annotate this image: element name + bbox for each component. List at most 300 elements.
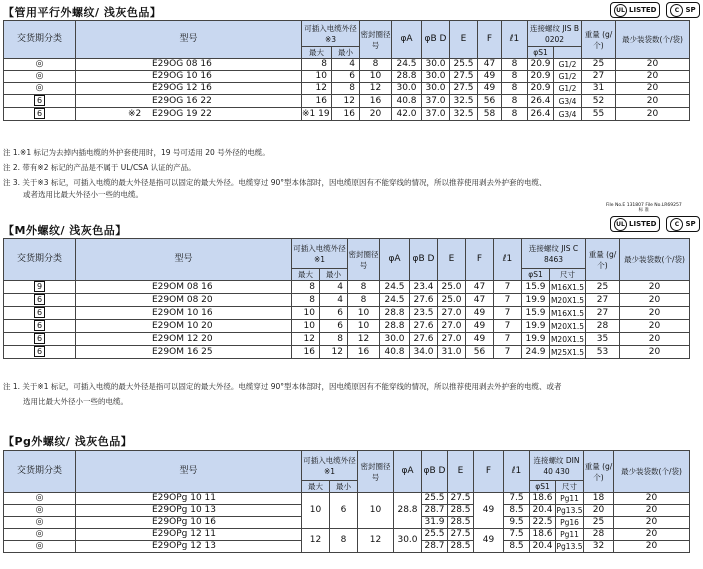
delivery-period-box: 6 <box>34 320 45 331</box>
note-line: 或者选用比最大外径小一些的电缆。 <box>23 190 143 199</box>
model-cell <box>76 493 302 505</box>
l1-cell: 7.5 <box>504 529 530 541</box>
model-cell <box>76 59 302 71</box>
phi-a-cell: 30.0 <box>394 529 422 553</box>
model-number: E29OM 08 16 <box>152 281 213 292</box>
notes-2 <box>3 381 562 408</box>
f-cell: 49 <box>474 493 504 529</box>
delivery-period-box: 6 <box>34 294 45 305</box>
model-cell <box>76 108 302 121</box>
weight-cell: 20 <box>584 505 614 517</box>
phi-a-cell: 30.0 <box>380 333 410 346</box>
delivery-period-cell <box>4 333 76 346</box>
od-min-cell: 6 <box>330 493 358 529</box>
min-qty-cell: 20 <box>620 320 690 333</box>
col-l1: ℓ1 <box>502 21 528 59</box>
min-qty-cell: 20 <box>616 71 690 83</box>
model-cell <box>76 307 292 320</box>
phi-s1-cell: 20.9 <box>528 71 554 83</box>
min-qty-cell: 20 <box>614 529 690 541</box>
seal-cell: 12 <box>348 333 380 346</box>
col-f: F <box>474 451 504 493</box>
seal-cell: 10 <box>348 320 380 333</box>
weight-cell: 31 <box>582 83 616 95</box>
col-size <box>554 47 582 59</box>
cert-logos-2 <box>610 216 700 232</box>
phi-s1-cell: 26.4 <box>528 95 554 108</box>
od-min-cell: 4 <box>320 294 348 307</box>
col-f: F <box>466 239 494 281</box>
phi-s1-cell: 26.4 <box>528 108 554 121</box>
f-cell: 47 <box>466 281 494 294</box>
phi-b-cell: 25.5 <box>422 493 448 505</box>
thread-size-cell: Pg13.5 <box>556 506 583 515</box>
phi-s1-cell: 18.6 <box>530 493 556 505</box>
min-qty-cell: 20 <box>614 517 690 529</box>
table-row <box>4 493 690 505</box>
delivery-period-cell: ◎ <box>4 493 76 505</box>
weight-cell: 25 <box>586 281 620 294</box>
l1-cell: 8 <box>502 95 528 108</box>
delivery-period-box: 6 <box>34 333 45 344</box>
col-size: 尺寸 <box>550 269 586 281</box>
delivery-period-cell: ◎ <box>4 59 76 71</box>
model-cell <box>76 320 292 333</box>
phi-b-cell: 27.6 <box>410 333 438 346</box>
min-qty-cell: 20 <box>620 346 690 359</box>
od-min-cell: 6 <box>332 71 360 83</box>
weight-cell: 53 <box>586 346 620 359</box>
note-line: 选用比最大外径小一些的电缆。 <box>23 397 128 406</box>
col-od-min: 最小 <box>330 481 358 493</box>
delivery-period-box: 6 <box>34 307 45 318</box>
phi-a-cell: 40.8 <box>392 95 422 108</box>
phi-s1-cell: 20.9 <box>528 59 554 71</box>
e-cell: 28.5 <box>448 505 474 517</box>
f-cell: 47 <box>466 294 494 307</box>
model-number: E29OPg 10 11 <box>152 493 216 503</box>
col-min-qty: 最少装袋数(个/袋) <box>616 21 690 59</box>
l1-cell: 8.5 <box>504 505 530 517</box>
phi-s1-cell: 15.9 <box>522 307 550 320</box>
od-min-cell: 8 <box>320 333 348 346</box>
delivery-period-cell: ◎ <box>4 505 76 517</box>
od-max-cell: 16 <box>292 346 320 359</box>
od-min-cell: 12 <box>332 95 360 108</box>
f-cell: 49 <box>466 320 494 333</box>
model-cell <box>76 541 302 553</box>
l1-cell: 7 <box>494 320 522 333</box>
e-cell: 27.5 <box>450 83 478 95</box>
col-e: E <box>448 451 474 493</box>
weight-cell: 28 <box>586 320 620 333</box>
note-line: 注 3. 关于※3 标记，可插入电缆的最大外径是指可以固定的最大外径。电缆穿过 90°型本体部时，因电缆原因有不能穿线的情况，所以推荐使用剥去外护套的电缆、 <box>3 178 547 187</box>
od-min-cell: 4 <box>320 281 348 294</box>
seal-cell: 8 <box>348 281 380 294</box>
delivery-period-cell <box>4 307 76 320</box>
phi-b-cell: 23.4 <box>410 281 438 294</box>
col-period: 交货期分类 <box>4 451 76 493</box>
model-number: E29OG 12 16 <box>152 83 212 93</box>
min-qty-cell: 20 <box>620 294 690 307</box>
col-od-max: 最大 <box>302 47 332 59</box>
model-number: E29OG 16 22 <box>152 95 212 106</box>
col-weight: 重量 (g/个) <box>584 451 614 493</box>
table-row <box>4 83 690 95</box>
table-row <box>4 529 690 541</box>
od-max-cell: ※1 19 <box>302 108 330 119</box>
thread-size-cell: Pg11 <box>556 529 584 541</box>
phi-b-cell: 28.7 <box>422 505 448 517</box>
col-period: 交货期分类 <box>4 239 76 281</box>
phi-a-cell: 42.0 <box>392 108 422 121</box>
weight-cell: 28 <box>584 529 614 541</box>
seal-cell: 10 <box>348 307 380 320</box>
min-qty-cell: 20 <box>620 307 690 320</box>
weight-cell: 32 <box>584 541 614 553</box>
od-min-cell: 6 <box>320 307 348 320</box>
delivery-period-cell <box>4 320 76 333</box>
phi-s1-cell: 19.9 <box>522 333 550 346</box>
delivery-period-cell: ◎ <box>4 517 76 529</box>
phi-b-cell: 27.6 <box>410 294 438 307</box>
phi-s1-cell: 19.9 <box>522 320 550 333</box>
weight-cell: 27 <box>582 71 616 83</box>
phi-b-cell: 34.0 <box>410 346 438 359</box>
col-phi-s1: φS1 <box>522 269 550 281</box>
phi-b-cell: 25.5 <box>422 529 448 541</box>
e-cell: 25.5 <box>450 59 478 71</box>
phi-a-cell: 28.8 <box>394 493 422 529</box>
model-cell <box>76 505 302 517</box>
thread-size-cell: M20X1.5 <box>550 334 585 344</box>
thread-size-cell: M25X1.5 <box>550 347 585 357</box>
notes-1 <box>3 147 547 201</box>
f-cell: 49 <box>466 307 494 320</box>
e-cell: 31.0 <box>438 346 466 359</box>
model-cell <box>76 83 302 95</box>
phi-s1-cell: 20.9 <box>528 83 554 95</box>
delivery-period-cell: ◎ <box>4 541 76 553</box>
file-numbers: File No.E 131807 File No.LR69257 标 准 <box>606 203 682 213</box>
table-row <box>4 320 690 333</box>
phi-a-cell: 24.5 <box>380 294 410 307</box>
phi-s1-cell: 15.9 <box>522 281 550 294</box>
model-number: E29OPg 12 13 <box>152 541 216 551</box>
col-thread: 连接螺纹 DIN 40 430 <box>530 451 584 481</box>
table-row <box>4 281 690 294</box>
phi-b-cell: 30.0 <box>422 83 450 95</box>
col-thread: 连接螺纹 JIS C 8463 <box>522 239 586 269</box>
f-cell: 58 <box>478 108 502 121</box>
min-qty-cell: 20 <box>620 333 690 346</box>
col-cable-od: 可插入电缆外径※1 <box>302 451 358 481</box>
table-row <box>4 59 690 71</box>
model-number: E29OM 16 25 <box>152 346 213 357</box>
csa-logo: C SP <box>666 216 699 232</box>
col-cable-od: 可插入电缆外径※1 <box>292 239 348 269</box>
phi-a-cell: 28.8 <box>392 71 422 83</box>
note-line: 注 2. 带有※2 标记的产品是不属于 UL/CSA 认证的产品。 <box>3 163 196 172</box>
od-min-cell: 12 <box>320 346 348 359</box>
phi-s1-cell: 19.9 <box>522 294 550 307</box>
l1-cell: 8 <box>502 71 528 83</box>
e-cell: 32.5 <box>450 95 478 108</box>
model-cell <box>76 71 302 83</box>
e-cell: 27.5 <box>450 71 478 83</box>
csa-logo: C SP <box>666 2 699 18</box>
seal-cell: 16 <box>360 95 392 108</box>
phi-b-cell: 28.7 <box>422 541 448 553</box>
phi-b-cell: 27.6 <box>410 320 438 333</box>
od-max-cell: 12 <box>302 529 330 553</box>
seal-cell: 8 <box>348 294 380 307</box>
seal-cell: 20 <box>360 108 392 121</box>
seal-cell: 10 <box>358 493 394 529</box>
delivery-period-cell <box>4 346 76 359</box>
od-max-cell: 16 <box>302 95 332 108</box>
phi-b-cell: 30.0 <box>422 71 450 83</box>
col-size: 尺寸 <box>556 481 584 493</box>
col-thread: 连接螺纹 JIS B 0202 <box>528 21 582 47</box>
l1-cell: 7 <box>494 281 522 294</box>
weight-cell: 18 <box>584 493 614 505</box>
weight-cell: 27 <box>586 294 620 307</box>
model-cell <box>76 529 302 541</box>
section-title-1: 【管用平行外螺纹/ 浅灰色品】 <box>3 6 162 19</box>
f-cell: 49 <box>478 71 502 83</box>
section-title-2: 【M外螺纹/ 浅灰色品】 <box>3 224 127 237</box>
model-number: E29OG 10 16 <box>152 71 212 81</box>
l1-cell: 8 <box>502 108 528 121</box>
thread-size-cell: M20X1.5 <box>550 321 585 331</box>
min-qty-cell: 20 <box>616 83 690 95</box>
min-qty-cell: 20 <box>614 541 690 553</box>
table-row <box>4 307 690 320</box>
e-cell: 27.0 <box>438 320 466 333</box>
delivery-period-box: 6 <box>34 95 45 106</box>
l1-cell: 7 <box>494 307 522 320</box>
delivery-period-cell <box>4 108 76 121</box>
phi-a-cell: 40.8 <box>380 346 410 359</box>
model-number: E29OPg 10 16 <box>152 517 216 527</box>
f-cell: 56 <box>466 346 494 359</box>
f-cell: 49 <box>478 83 502 95</box>
weight-cell: 27 <box>586 307 620 320</box>
col-od-max: 最大 <box>292 269 320 281</box>
e-cell: 28.5 <box>448 517 474 529</box>
od-min-cell: 8 <box>332 83 360 95</box>
seal-cell: 8 <box>360 59 392 71</box>
table-row <box>4 71 690 83</box>
thread-size-cell: M16X1.5 <box>550 282 585 292</box>
delivery-period-box: 6 <box>34 108 45 119</box>
phi-a-cell: 24.5 <box>380 281 410 294</box>
col-cable-od: 可插入电缆外径※3 <box>302 21 360 47</box>
seal-cell: 12 <box>358 529 394 553</box>
col-phi-s1: φS1 <box>528 47 554 59</box>
table-row <box>4 108 690 121</box>
e-cell: 25.0 <box>438 281 466 294</box>
col-model: 型号 <box>76 239 292 281</box>
model-number: E29OM 08 20 <box>152 294 213 305</box>
od-min-cell: 8 <box>330 529 358 553</box>
model-footnote-mark: ※2 <box>128 108 142 119</box>
thread-size-cell: M16X1.5 <box>550 308 585 318</box>
col-phi-a: φA <box>392 21 422 59</box>
phi-s1-cell: 24.9 <box>522 346 550 359</box>
col-phi-b: φB D <box>422 21 450 59</box>
model-cell <box>76 281 292 294</box>
l1-cell: 7 <box>494 346 522 359</box>
model-number: E29OG 08 16 <box>152 59 212 69</box>
col-od-min: 最小 <box>332 47 360 59</box>
l1-cell: 8.5 <box>504 541 530 553</box>
weight-cell: 55 <box>582 108 616 121</box>
od-max-cell: 8 <box>292 281 320 294</box>
weight-cell: 35 <box>586 333 620 346</box>
l1-cell: 7 <box>494 333 522 346</box>
col-e: E <box>450 21 478 59</box>
table-row <box>4 333 690 346</box>
col-phi-b: φB D <box>422 451 448 493</box>
f-cell: 49 <box>466 333 494 346</box>
e-cell: 27.5 <box>448 493 474 505</box>
delivery-period-box: 6 <box>34 346 45 357</box>
weight-cell: 52 <box>582 95 616 108</box>
min-qty-cell: 20 <box>614 493 690 505</box>
phi-b-cell: 23.5 <box>410 307 438 320</box>
phi-s1-cell: 18.6 <box>530 529 556 541</box>
seal-cell: 10 <box>360 71 392 83</box>
col-model: 型号 <box>76 21 302 59</box>
table-row <box>4 294 690 307</box>
od-max-cell: 10 <box>302 71 332 83</box>
model-cell <box>76 346 292 359</box>
delivery-period-cell: ◎ <box>4 71 76 83</box>
min-qty-cell: 20 <box>616 95 690 108</box>
f-cell: 56 <box>478 95 502 108</box>
model-cell <box>76 333 292 346</box>
col-model: 型号 <box>76 451 302 493</box>
weight-cell: 25 <box>584 517 614 529</box>
e-cell: 32.5 <box>450 108 478 121</box>
cert-logos-1 <box>610 2 700 18</box>
e-cell: 28.5 <box>448 541 474 553</box>
delivery-period-cell <box>4 281 76 294</box>
table-pg-thread <box>3 450 690 553</box>
delivery-period-box: 9 <box>34 281 45 292</box>
thread-size-cell: M20X1.5 <box>550 295 585 305</box>
col-e: E <box>438 239 466 281</box>
min-qty-cell: 20 <box>616 108 690 121</box>
phi-a-cell: 28.8 <box>380 307 410 320</box>
f-cell: 47 <box>478 59 502 71</box>
col-seal: 密封圈径号 <box>358 451 394 493</box>
od-max-cell: 12 <box>292 333 320 346</box>
note-line: 注 1. 关于※1 标记，可插入电缆的最大外径是指可以固定的最大外径。电缆穿过 90°型本体部时，因电缆原因有不能穿线的情况，所以推荐使用剥去外护套的电缆、或者 <box>3 382 562 391</box>
col-f: F <box>478 21 502 59</box>
phi-b-cell: 30.0 <box>422 59 450 71</box>
phi-b-cell: 31.9 <box>422 517 448 529</box>
delivery-period-cell: ◎ <box>4 529 76 541</box>
min-qty-cell: 20 <box>620 281 690 294</box>
thread-size-cell: Pg11 <box>556 493 584 505</box>
od-max-cell: 10 <box>292 320 320 333</box>
l1-cell: 8 <box>502 83 528 95</box>
od-max-cell: 8 <box>292 294 320 307</box>
od-min-cell: 4 <box>332 59 360 71</box>
thread-size-cell: G3/4 <box>554 95 582 108</box>
table-row <box>4 346 690 359</box>
col-phi-s1: φS1 <box>530 481 556 493</box>
col-od-min: 最小 <box>320 269 348 281</box>
model-number: E29OPg 12 11 <box>152 529 216 539</box>
col-phi-a: φA <box>380 239 410 281</box>
col-weight: 重量 (g/个) <box>582 21 616 59</box>
model-number: E29OM 12 20 <box>152 333 213 344</box>
table-row <box>4 95 690 108</box>
ul-logo: UL LISTED <box>610 216 660 232</box>
phi-a-cell: 24.5 <box>392 59 422 71</box>
min-qty-cell: 20 <box>614 505 690 517</box>
f-cell: 49 <box>474 529 504 553</box>
phi-s1-cell: 20.4 <box>530 505 556 517</box>
delivery-period-cell: ◎ <box>4 83 76 95</box>
model-number: E29OM 10 16 <box>152 307 213 318</box>
model-cell <box>76 95 302 108</box>
table-m-thread <box>3 238 690 359</box>
e-cell: 25.0 <box>438 294 466 307</box>
l1-cell: 7.5 <box>504 493 530 505</box>
thread-size-cell: G1/2 <box>554 83 582 95</box>
min-qty-cell: 20 <box>616 59 690 71</box>
e-cell: 27.0 <box>438 307 466 320</box>
l1-cell: 9.5 <box>504 517 530 529</box>
phi-a-cell: 28.8 <box>380 320 410 333</box>
thread-size-cell: Pg13.5 <box>556 542 583 551</box>
table-pipe-thread <box>3 20 690 121</box>
delivery-period-cell <box>4 95 76 108</box>
ul-logo: UL LISTED <box>610 2 660 18</box>
col-od-max: 最大 <box>302 481 330 493</box>
delivery-period-cell <box>4 294 76 307</box>
od-min-cell: 6 <box>320 320 348 333</box>
e-cell: 27.5 <box>448 529 474 541</box>
section-title-3: 【Pg外螺纹/ 浅灰色品】 <box>3 435 133 448</box>
weight-cell: 25 <box>582 59 616 71</box>
l1-cell: 8 <box>502 59 528 71</box>
od-max-cell: 12 <box>302 83 332 95</box>
col-min-qty: 最少装袋数(个/袋) <box>620 239 690 281</box>
e-cell: 27.0 <box>438 333 466 346</box>
col-period: 交货期分类 <box>4 21 76 59</box>
od-max-cell: 8 <box>302 59 332 71</box>
col-seal: 密封圈径号 <box>360 21 392 59</box>
phi-a-cell: 30.0 <box>392 83 422 95</box>
note-line: 注 1.※1 标记为去掉内插电缆的外护套使用时，19 号可适用 20 号外径的电缆。 <box>3 148 270 157</box>
seal-cell: 16 <box>348 346 380 359</box>
model-cell <box>76 294 292 307</box>
seal-cell: 12 <box>360 83 392 95</box>
model-cell <box>76 517 302 529</box>
phi-b-cell: 37.0 <box>422 95 450 108</box>
thread-size-cell: G1/2 <box>554 71 582 83</box>
phi-s1-cell: 20.4 <box>530 541 556 553</box>
od-min-cell: 16 <box>332 108 360 121</box>
col-weight: 重量 (g/个) <box>586 239 620 281</box>
phi-s1-cell: 22.5 <box>530 517 556 529</box>
